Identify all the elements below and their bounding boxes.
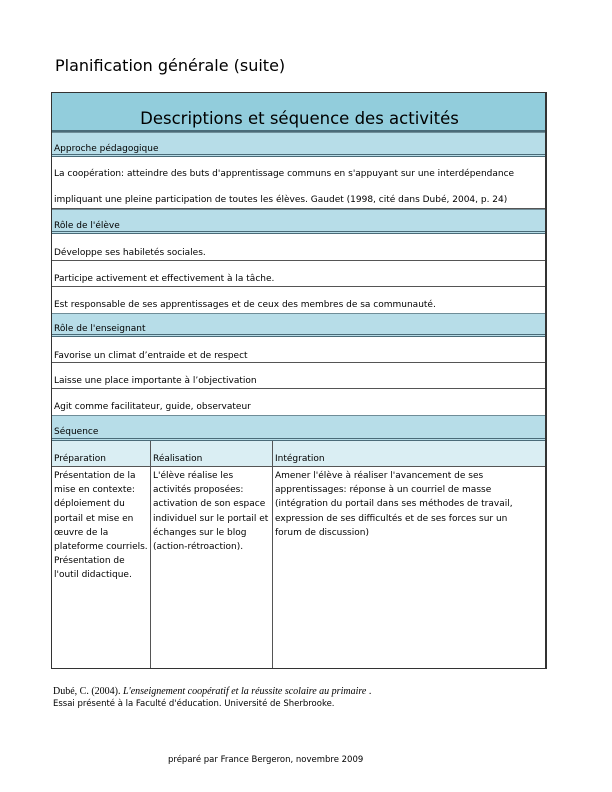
list-item: Participe activement et effectivement à la tâche. xyxy=(52,261,545,287)
approche-text xyxy=(52,157,545,209)
section-approche: Approche pédagogique xyxy=(52,132,545,157)
column-header: Intégration xyxy=(273,441,545,467)
section-role-enseignant: Rôle de l'enseignant xyxy=(52,313,545,337)
activities-table xyxy=(51,92,547,669)
list-item: Laisse une place importante à l’objectivation xyxy=(52,363,545,389)
column-body: Présentation de la mise en contexte: déploiement du portail et mise en œuvre de la plateforme courriels. Présentation de l'outil didactique. xyxy=(54,471,148,581)
list-item: Développe ses habiletés sociales. xyxy=(52,234,545,261)
column-integration xyxy=(273,441,545,668)
approche-line: La coopération: atteindre des buts d'apprentissage communs en s'appuyant sur une interdépendance xyxy=(54,169,515,179)
list-item: Favorise un climat d’entraide et de respect xyxy=(52,337,545,363)
citation-line2: Essai présenté à la Faculté d'éducation. Université de Sherbrooke. xyxy=(53,699,335,709)
column-header: Réalisation xyxy=(151,441,272,467)
column-header: Préparation xyxy=(52,441,150,467)
citation-title: L'enseignement coopératif et la réussite scolaire au primaire xyxy=(123,686,367,697)
column-preparation xyxy=(52,441,151,668)
column-realisation xyxy=(151,441,273,668)
list-item: Est responsable de ses apprentissages et de ceux des membres de sa communauté. xyxy=(52,287,545,313)
citation-author: Dubé, C. (2004). xyxy=(53,686,123,697)
approche-line: impliquant une pleine participation de toutes les élèves. Gaudet (1998, cité dans Dubé, 2004, p. 24) xyxy=(54,195,508,205)
column-body: Amener l'élève à réaliser l'avancement de ses apprentissages: réponse à un courriel de masse (intégration du portail dans ses méthodes de travail, expression de ses difficultés et de ses forces sur un forum de discussion) xyxy=(275,471,513,538)
column-body: L'élève réalise les activités proposées: activation de son espace individuel sur le portail et échanges sur le blog (action-rétroaction). xyxy=(153,471,269,553)
footer: préparé par France Bergeron, novembre 2009 xyxy=(168,755,364,765)
page-title: Planification générale (suite) xyxy=(55,56,286,75)
citation-end: . xyxy=(366,686,372,697)
citation xyxy=(53,686,371,697)
section-sequence: Séquence xyxy=(52,415,545,441)
list-item: Agit comme facilitateur, guide, observateur xyxy=(52,389,545,415)
section-role-eleve: Rôle de l'élève xyxy=(52,209,545,234)
table-heading: Descriptions et séquence des activités xyxy=(52,93,545,132)
